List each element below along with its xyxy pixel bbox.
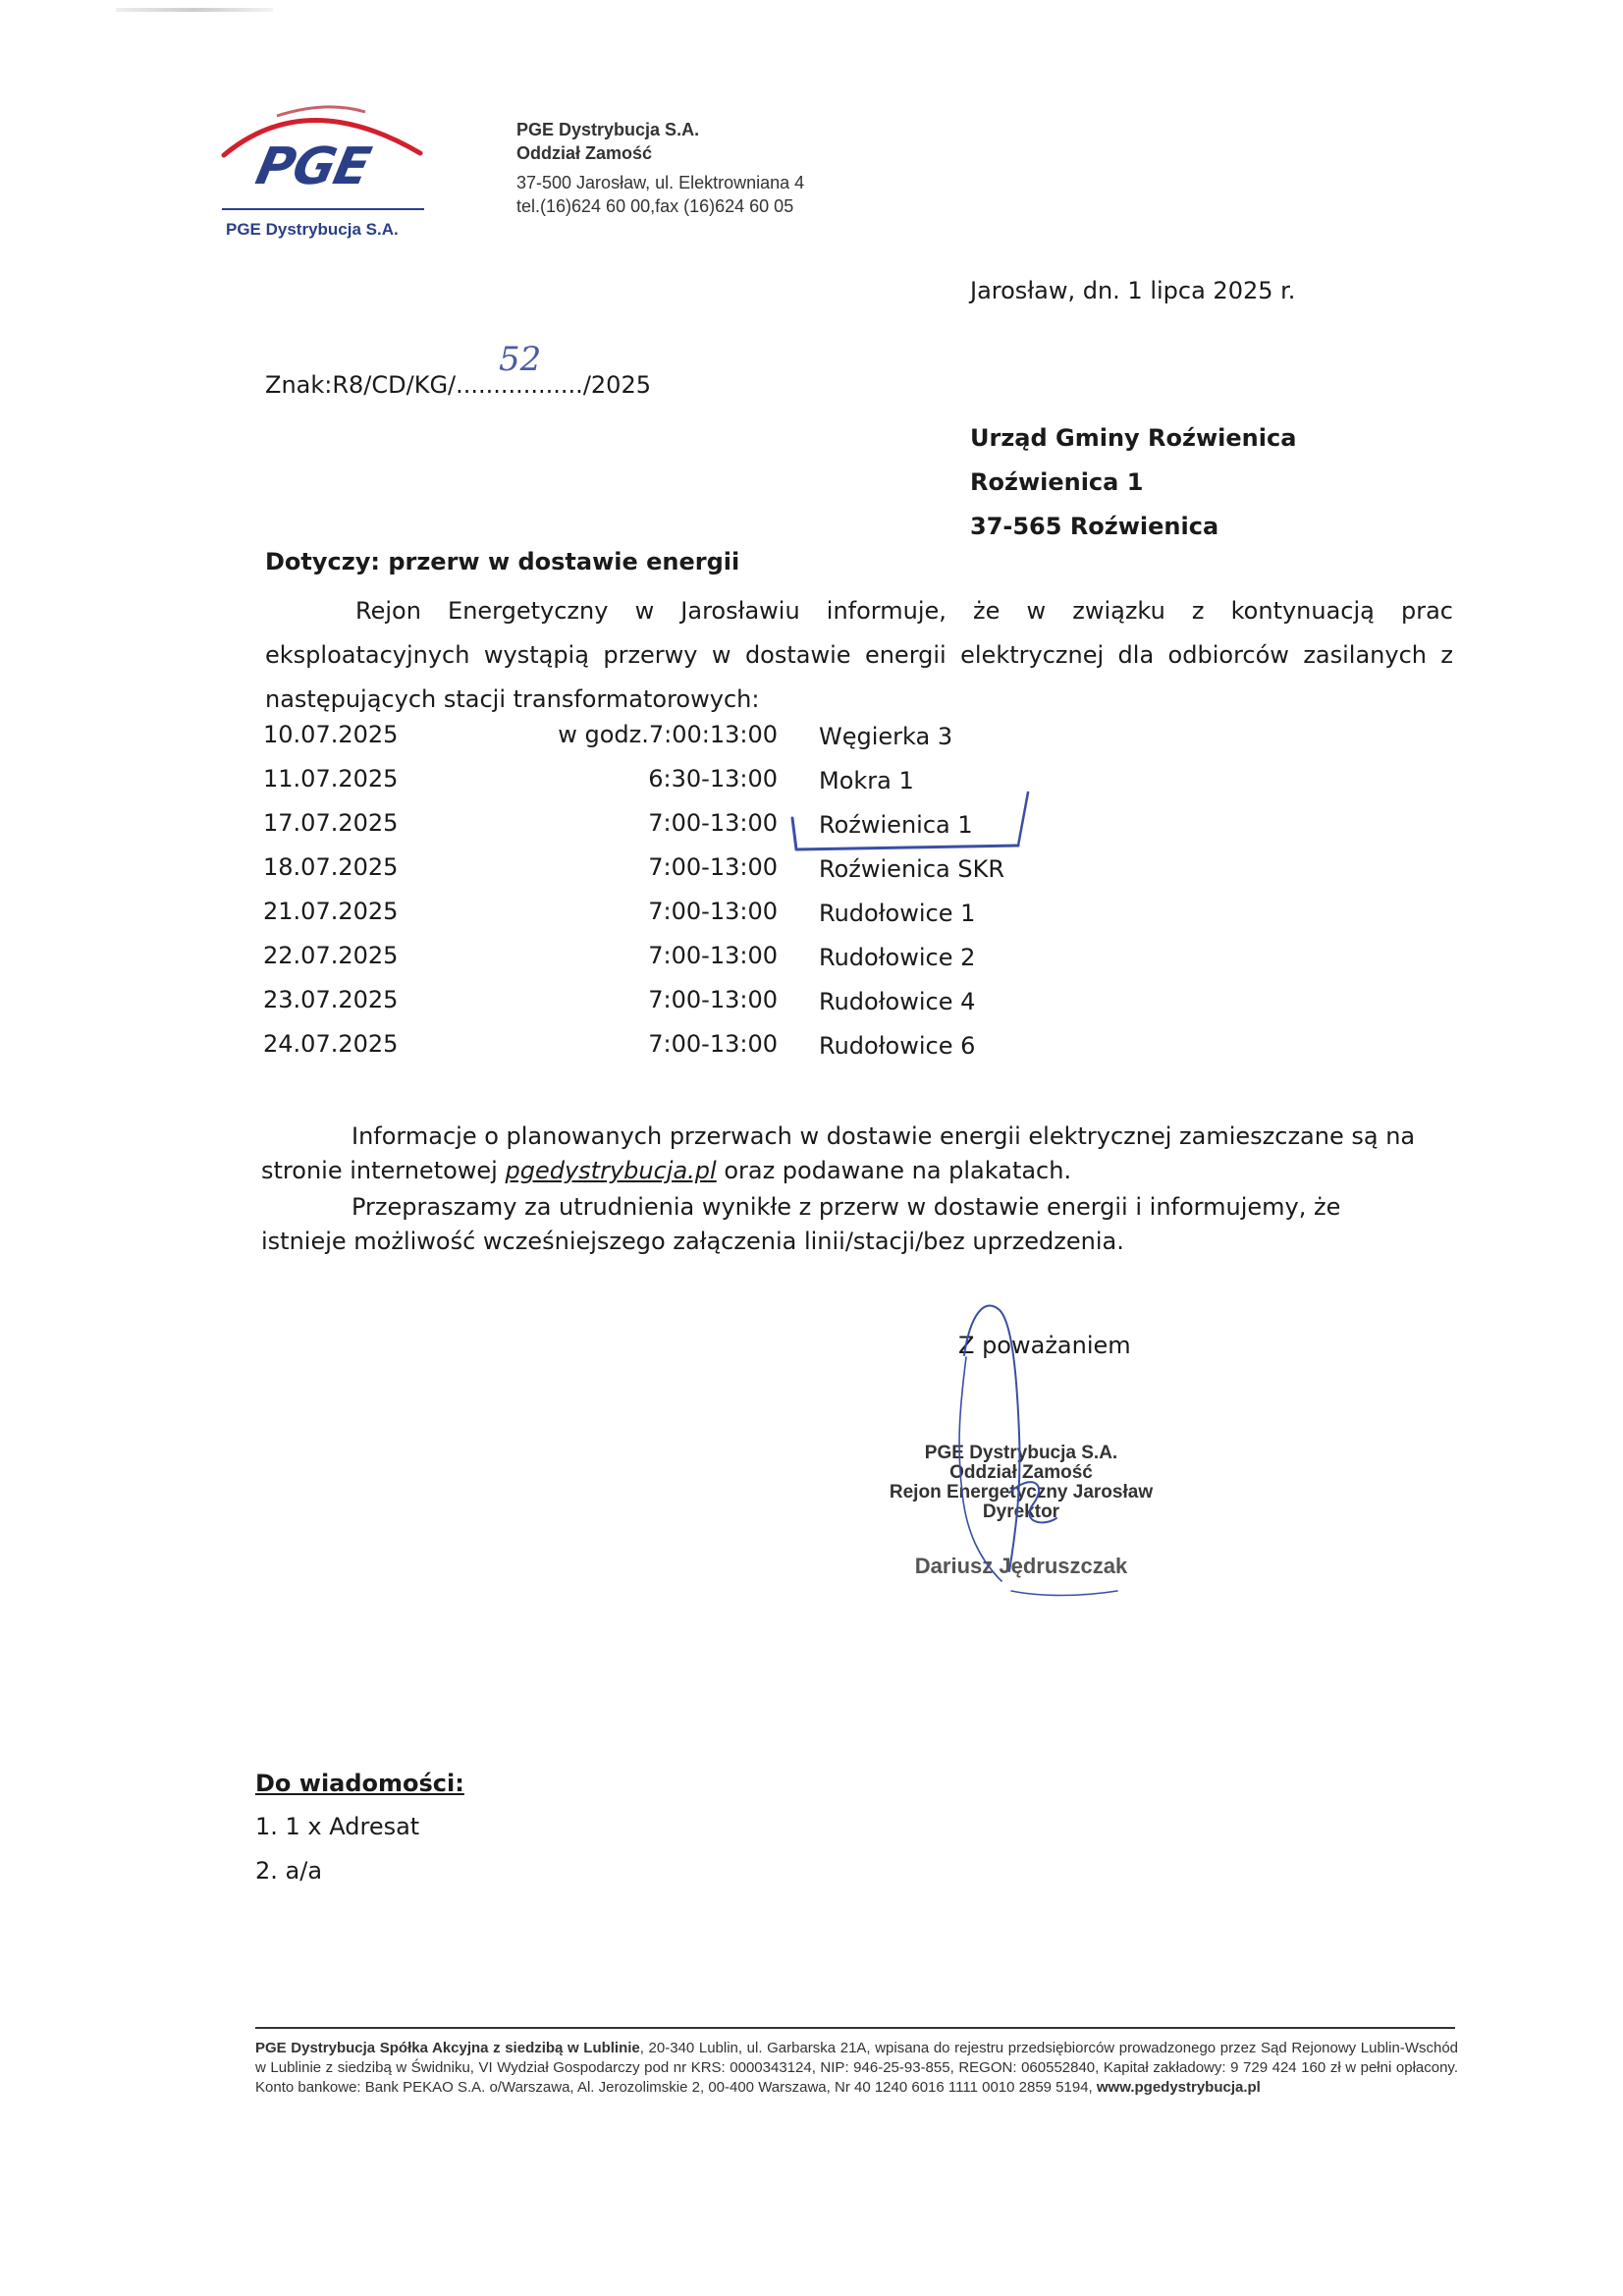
schedule-station: Roźwienica SKR [819,855,1004,883]
schedule-time: 7:00-13:00 [648,986,778,1013]
schedule-date: 23.07.2025 [263,986,399,1013]
schedule-station: Roźwienica 1 [819,811,973,839]
info-text-part2: oraz podawane na plakatach. [716,1157,1072,1184]
scan-artifact [116,8,273,12]
signer-name: Dariusz Jędruszczak [914,1554,1128,1578]
schedule-time: 7:00-13:00 [648,809,778,837]
stamp-company: PGE Dystrybucja S.A. [924,1443,1118,1463]
schedule-station: Rudołowice 6 [819,1032,976,1060]
distribution-item: 1. 1 x Adresat [255,1813,420,1840]
stamp-branch: Oddział Zamość [949,1462,1093,1483]
company-branch: Oddział Zamość [516,143,653,163]
schedule-date: 17.07.2025 [263,809,399,837]
addressee-name: Urząd Gminy Roźwienica [970,424,1297,452]
schedule-time: 7:00-13:00 [648,853,778,881]
schedule-station: Węgierka 3 [819,723,953,750]
handwritten-underline-mark [790,791,1031,859]
addressee-street: Roźwienica 1 [970,468,1144,496]
pge-logo-text: PGE [250,137,375,196]
letter-subject: Dotyczy: przerw w dostawie energii [265,548,740,575]
logo-divider [222,208,424,210]
info-paragraph [261,1120,1420,1188]
schedule-station: Rudołowice 2 [819,944,976,971]
schedule-time: 6:30-13:00 [648,765,778,793]
footer-legal-text [255,2039,1458,2098]
addressee-block [970,416,1296,549]
schedule-time: w godz.7:00:13:00 [558,721,778,748]
footer-details: , 20-340 Lublin, ul. Garbarska 21A, wpisana do rejestru przedsiębiorców prowadzonego przez Sąd Rejonowy Lublin-Wschód w Lublinie z siedzibą w Świdniku, VI Wydział Gospodarczy pod nr KRS: 0000343124, NIP: 946-25-93-855, REGON: 060552840, Kapitał zakładowy: 9 729 424 160 zł w pełni opłacony. Konto bankowe: Bank PEKAO S.A. o/Warszawa, Al. Jerozolimskie 2, 00-400 Warszawa, Nr 40 1240 6016 1111 0010 2859 5194, [255,2040,1458,2096]
intro-paragraph: Rejon Energetyczny w Jarosławiu informuje, że w związku z kontynuacją prac eksploatacyjnych wystąpią przerwy w dostawie energii elektrycznej dla odbiorców zasilanych z następujących stacji transformatorowych: [265,597,1453,713]
footer-website: www.pgedystrybucja.pl [1096,2079,1261,2096]
schedule-date: 10.07.2025 [263,721,399,748]
handwritten-reference-number: 52 [499,340,542,379]
letter-date: Jarosław, dn. 1 lipca 2025 r. [970,277,1296,304]
distribution-title: Do wiadomości: [255,1770,464,1797]
schedule-date: 18.07.2025 [263,853,399,881]
schedule-time: 7:00-13:00 [648,942,778,969]
logo-subtitle: PGE Dystrybucja S.A. [226,220,399,239]
schedule-date: 21.07.2025 [263,898,399,925]
apology-paragraph: Przepraszamy za utrudnienia wynikłe z przerw w dostawie energii i informujemy, że istnieje możliwość wcześniejszego załączenia linii/stacji/bez uprzedzenia. [261,1193,1341,1255]
stamp-region: Rejon Energetyczny Jarosław [889,1482,1154,1503]
schedule-station: Rudołowice 1 [819,900,976,927]
schedule-station: Rudołowice 4 [819,988,976,1015]
company-info [516,118,804,218]
company-address: 37-500 Jarosław, ul. Elektrowniana 4 [516,173,805,192]
schedule-time: 7:00-13:00 [648,898,778,925]
reference-number: Znak:R8/CD/KG/................./2025 [265,371,651,399]
stamp-title: Dyrektor [982,1502,1060,1522]
schedule-station: Mokra 1 [819,767,914,794]
company-name: PGE Dystrybucja S.A. [516,120,700,139]
company-phone-fax: tel.(16)624 60 00,fax (16)624 60 05 [516,196,794,216]
handwritten-signature [923,1296,1159,1611]
website-link[interactable]: pgedystrybucja.pl [505,1157,717,1184]
distribution-item: 2. a/a [255,1857,323,1885]
schedule-date: 11.07.2025 [263,765,399,793]
schedule-date: 24.07.2025 [263,1030,399,1058]
closing-phrase: Z poważaniem [958,1332,1131,1359]
footer-company-lead: PGE Dystrybucja Spółka Akcyjna z siedzibą w Lublinie [255,2040,640,2056]
schedule-time: 7:00-13:00 [648,1030,778,1058]
footer-divider [255,2027,1455,2029]
info-text-part1: Informacje o planowanych przerwach w dostawie energii elektrycznej zamieszczane są na stronie internetowej [261,1122,1416,1184]
schedule-date: 22.07.2025 [263,942,399,969]
addressee-city: 37-565 Roźwienica [970,513,1219,540]
